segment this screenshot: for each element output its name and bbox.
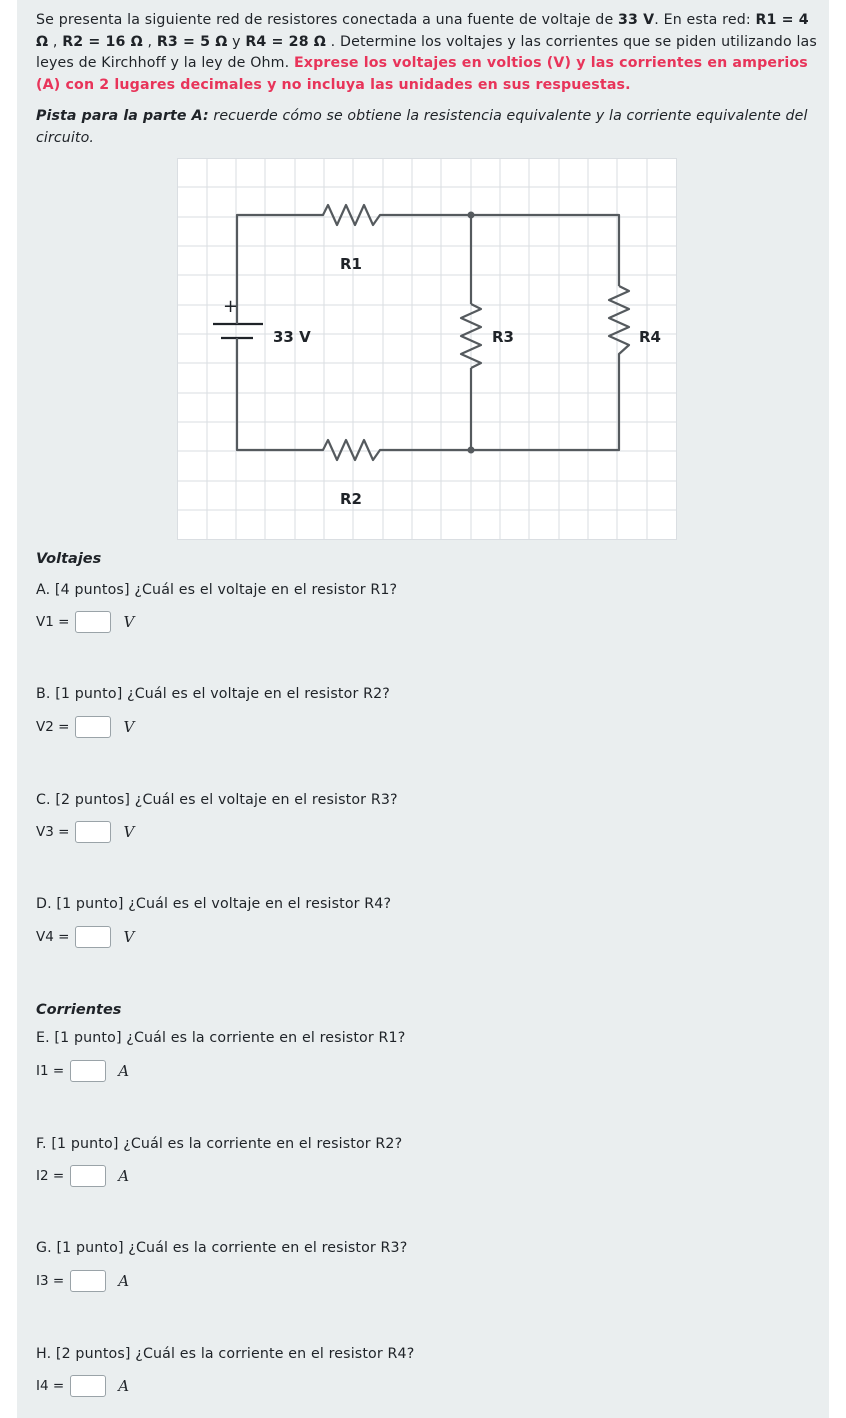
v3-input[interactable]	[75, 821, 111, 843]
question-e: E. [1 punto] ¿Cuál es la corriente en el resistor R1?	[36, 1030, 406, 1046]
i3-input[interactable]	[70, 1270, 106, 1292]
answer-v3	[36, 819, 134, 845]
r3-label: R3	[492, 328, 514, 346]
answer-i2	[36, 1163, 129, 1189]
unit-label: A	[118, 1377, 130, 1395]
answer-v2	[36, 714, 134, 740]
i4-input[interactable]	[70, 1375, 106, 1397]
node-top	[468, 212, 475, 219]
source-voltage: 33 V	[618, 12, 655, 28]
v4-input[interactable]	[75, 926, 111, 948]
question-g: G. [1 punto] ¿Cuál es la corriente en el resistor R3?	[36, 1240, 408, 1256]
answer-label: V1 =	[36, 614, 70, 630]
question-f: F. [1 punto] ¿Cuál es la corriente en el resistor R2?	[36, 1136, 403, 1152]
intro-text-1: Se presenta la siguiente red de resistores conectada a una fuente de voltaje de	[36, 12, 619, 28]
r4-resistor	[609, 286, 629, 368]
r2-label: R2	[340, 490, 362, 508]
answer-label: I1 =	[36, 1063, 65, 1079]
answer-i4	[36, 1373, 129, 1399]
answer-label: I4 =	[36, 1378, 65, 1394]
voltajes-title: Voltajes	[36, 551, 102, 567]
circuit-diagram	[177, 158, 677, 540]
answer-i1	[36, 1058, 129, 1084]
question-d: D. [1 punto] ¿Cuál es el voltaje en el resistor R4?	[36, 896, 392, 912]
r4-label: R4	[639, 328, 661, 346]
node-bottom	[468, 447, 475, 454]
corrientes-title: Corrientes	[36, 1002, 122, 1018]
r3-value: R3 = 5 Ω	[156, 33, 228, 50]
unit-label: A	[118, 1272, 130, 1290]
question-h: H. [2 puntos] ¿Cuál es la corriente en el resistor R4?	[36, 1346, 415, 1362]
hint-text: recuerde cómo se obtiene la resistencia equivalente y la corriente equivalente del circuito.	[36, 108, 808, 146]
r2-value: R2 = 16 Ω	[62, 33, 143, 50]
hint	[36, 106, 826, 149]
source-label: 33 V	[273, 328, 311, 346]
i2-input[interactable]	[70, 1165, 106, 1187]
unit-label: V	[123, 718, 135, 736]
answer-instructions: Exprese los voltajes en voltios (V) y las corrientes en amperios (A) con 2 lugares decimales y no incluya las unidades en sus respuestas.	[36, 55, 808, 93]
hint-label: Pista para la parte A:	[36, 108, 209, 124]
answer-v4	[36, 924, 134, 950]
unit-label: A	[118, 1167, 130, 1185]
answer-label: V3 =	[36, 824, 70, 840]
i1-input[interactable]	[70, 1060, 106, 1082]
v2-input[interactable]	[75, 716, 111, 738]
unit-label: V	[123, 823, 135, 841]
v1-input[interactable]	[75, 611, 111, 633]
answer-label: V4 =	[36, 929, 70, 945]
unit-label: V	[123, 613, 135, 631]
answer-label: V2 =	[36, 719, 70, 735]
answer-i3	[36, 1268, 129, 1294]
r1-label: R1	[340, 255, 362, 273]
r4-value: R4 = 28 Ω	[245, 33, 327, 50]
intro-text-2: . En esta red:	[654, 12, 756, 28]
answer-label: I2 =	[36, 1168, 65, 1184]
plus-sign: +	[223, 296, 239, 317]
unit-label: V	[123, 928, 135, 946]
problem-statement: Se presenta la siguiente red de resistores conectada a una fuente de voltaje de 33 V. En esta red: R1 = 4 Ω , R2 = 16 Ω , R3 = 5 Ω y R4 = 28 Ω . Determine los voltajes y las corrientes que se piden utilizando las leyes de Kirchhoff y la ley de Ohm. Exprese los voltajes en voltios (V) y las corrientes en amperios (A) con 2 lugares decimales y no incluya las unidades en sus respuestas.	[36, 12, 817, 93]
question-a: A. [4 puntos] ¿Cuál es el voltaje en el resistor R1?	[36, 582, 398, 598]
unit-label: A	[118, 1062, 130, 1080]
answer-label: I3 =	[36, 1273, 65, 1289]
problem-panel	[17, 0, 829, 1418]
r1-value: R1 = 4 Ω	[36, 12, 809, 50]
answer-v1	[36, 609, 134, 635]
intro-text-3: . Determine los voltajes y las corrientes que se piden utilizando las leyes de Kirchhoff y la ley de Ohm.	[36, 33, 817, 72]
question-c: C. [2 puntos] ¿Cuál es el voltaje en el resistor R3?	[36, 792, 398, 808]
question-b: B. [1 punto] ¿Cuál es el voltaje en el resistor R2?	[36, 686, 390, 702]
